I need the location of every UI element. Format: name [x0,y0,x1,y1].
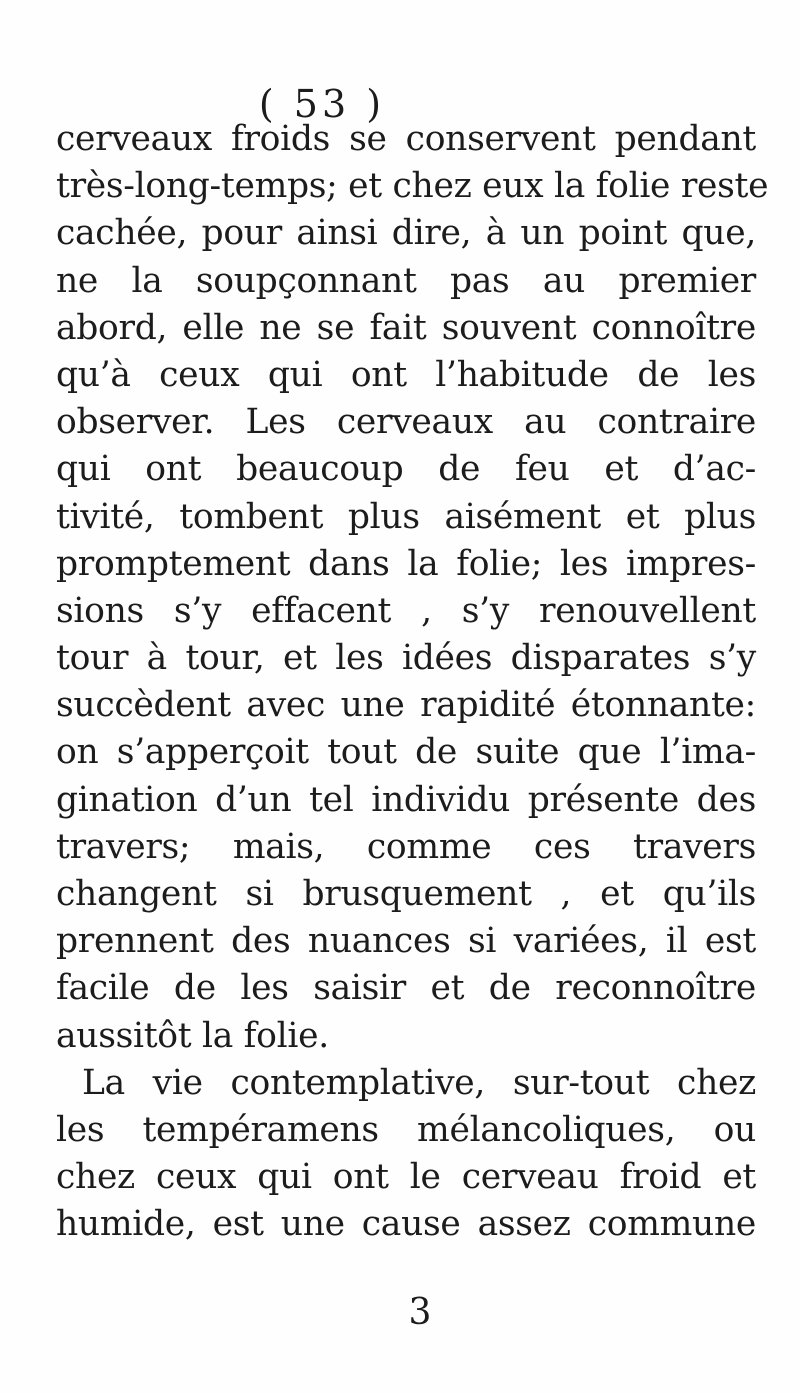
text-line: abord, elle ne se fait souvent connoître [56,307,756,348]
text-line: cachée, pour ainsi dire, à un point que, [56,213,756,254]
text-line: observer. Les cerveaux au contraire [56,402,756,443]
text-line: tivité, tombent plus aisément et plus [56,496,756,537]
text-line: travers; mais, comme ces travers [56,826,756,867]
text-line: très-long-temps; et chez eux la folie reste [56,166,769,207]
text-line: succèdent avec une rapidité étonnante: [56,685,756,726]
text-line: aussitôt la folie. [56,1015,329,1056]
signature-mark: 3 [408,1292,432,1333]
text-line: promptement dans la folie; les impres- [56,543,756,584]
text-line: humide, est une cause assez commune [56,1204,756,1245]
text-line: les tempéramens mélancoliques, ou [56,1109,756,1150]
text-line: sions s’y effacent , s’y renouvellent [56,590,756,631]
text-line: chez ceux qui ont le cerveau froid et [56,1157,756,1198]
text-line: qui ont beaucoup de feu et d’ac- [56,449,756,490]
text-line: tour à tour, et les idées disparates s’y [56,638,756,679]
text-line: ne la soupçonnant pas au premier [56,260,756,301]
text-line: cerveaux froids se conservent pendant [56,119,756,159]
text-line: prennent des nuances si variées, il est [56,921,756,962]
body-text [56,116,769,1249]
text-line: gination d’un tel individu présente des [56,779,756,820]
page-number: ( 53 ) [258,82,386,126]
text-line: changent si brusquement , et qu’ils [56,874,756,914]
text-line: facile de les saisir et de reconnoître [56,968,756,1009]
text-line: qu’à ceux qui ont l’habitude de les [56,354,756,395]
text-line: La vie contemplative, sur-tout chez [82,1062,756,1103]
text-line: on s’apperçoit tout de suite que l’ima- [56,732,756,773]
